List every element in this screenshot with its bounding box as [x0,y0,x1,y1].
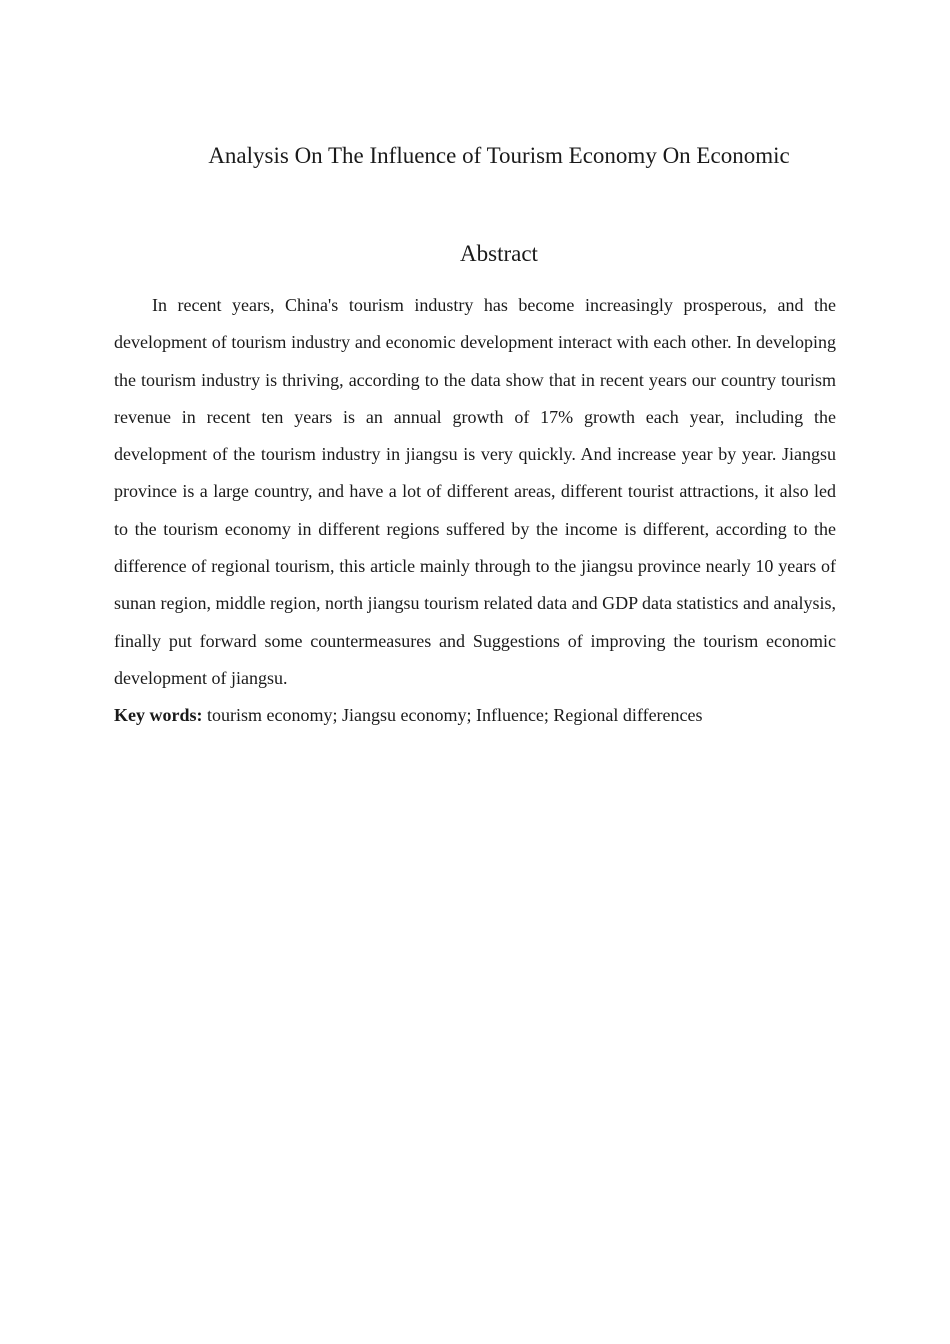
keywords-text: tourism economy; Jiangsu economy; Influence; Regional differences [202,705,703,725]
keywords-line [114,701,836,729]
abstract-paragraph: In recent years, China's tourism industry has become increasingly prosperous, and the development of tourism industry and economic development interact with each other. In developing the tourism industry is thriving, according to the data show that in recent years our country tourism revenue in recent ten years is an annual growth of 17% growth each year, including the development of the tourism industry in jiangsu is very quickly. And increase year by year. Jiangsu province is a large country, and have a lot of different areas, different tourist attractions, it also led to the tourism economy in different regions suffered by the income is different, according to the difference of regional tourism, this article mainly through to the jiangsu province nearly 10 years of sunan region, middle region, north jiangsu tourism related data and GDP data statistics and analysis, finally put forward some countermeasures and Suggestions of improving the tourism economic development of jiangsu. [114,295,836,688]
abstract-heading: Abstract [460,241,538,266]
document-title: Analysis On The Influence of Tourism Economy On Economic [208,143,790,168]
keywords-label: Key words: [114,705,203,725]
